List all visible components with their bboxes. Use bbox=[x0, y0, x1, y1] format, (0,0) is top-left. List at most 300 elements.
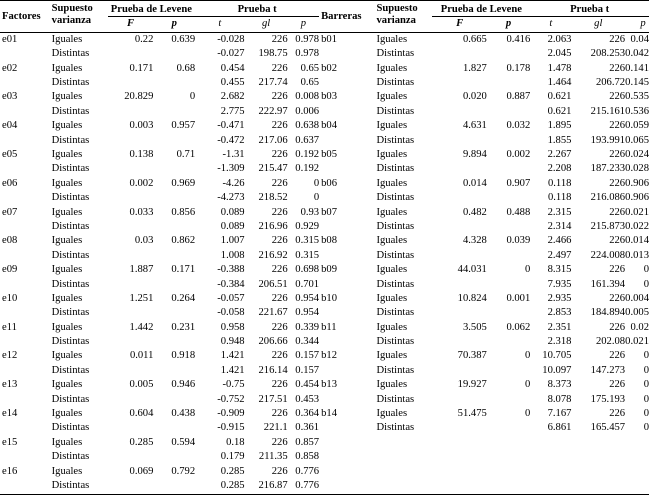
t-p-value: 0 bbox=[643, 264, 649, 276]
factor-code: e14 bbox=[2, 408, 18, 420]
levene-p: 0 bbox=[524, 379, 531, 391]
barrera-code bbox=[319, 249, 370, 263]
empty-cell bbox=[370, 479, 432, 494]
levene-F: 0.22 bbox=[134, 33, 154, 45]
levene-F: 0.014 bbox=[462, 177, 487, 189]
varianza-label: Distintas bbox=[376, 48, 415, 60]
gl-value: 226 bbox=[609, 321, 626, 333]
empty-cell bbox=[432, 479, 486, 494]
gl-value: 226 bbox=[271, 264, 288, 276]
t-p-value: 0.005 bbox=[625, 307, 649, 319]
gl-value: 226 bbox=[609, 91, 626, 103]
varianza-label: Iguales bbox=[51, 436, 83, 448]
t-p-value: 0.536 bbox=[625, 105, 649, 117]
gl-value: 221.67 bbox=[258, 307, 288, 319]
factor-code bbox=[0, 249, 46, 263]
t-p-value: 0.042 bbox=[625, 48, 649, 60]
table-row bbox=[0, 378, 649, 392]
t-p-value: 0 bbox=[643, 393, 649, 405]
factor-code: e06 bbox=[2, 177, 18, 189]
table-body bbox=[0, 33, 649, 495]
varianza-label: Iguales bbox=[376, 264, 408, 276]
varianza-label: Distintas bbox=[51, 307, 90, 319]
varianza-label: Iguales bbox=[51, 91, 83, 103]
barrera-code bbox=[319, 306, 370, 320]
factor-code bbox=[0, 335, 46, 349]
t-p-value: 0.906 bbox=[625, 177, 649, 189]
empty-cell bbox=[432, 436, 486, 450]
header-gl-right: gl bbox=[571, 17, 625, 33]
levene-p bbox=[487, 76, 530, 90]
t-value: 8.373 bbox=[547, 379, 572, 391]
varianza-label: Iguales bbox=[376, 91, 408, 103]
factor-code: e05 bbox=[2, 149, 18, 161]
levene-F bbox=[108, 422, 154, 436]
gl-value: 217.06 bbox=[258, 134, 288, 146]
barrera-code: b11 bbox=[321, 321, 337, 333]
t-p-value: 0.315 bbox=[295, 249, 320, 261]
factor-code: e07 bbox=[2, 206, 18, 218]
table-row bbox=[0, 393, 649, 407]
t-p-value: 0.361 bbox=[295, 422, 320, 434]
t-value: 1.855 bbox=[547, 134, 572, 146]
levene-p bbox=[153, 422, 195, 436]
table-row bbox=[0, 321, 649, 335]
t-p-value: 0.014 bbox=[625, 235, 649, 247]
t-p-value: 0.65 bbox=[300, 77, 320, 89]
t-p-value: 0.454 bbox=[295, 379, 320, 391]
empty-cell bbox=[319, 436, 370, 450]
varianza-label: Iguales bbox=[376, 379, 408, 391]
levene-F: 0.138 bbox=[129, 149, 154, 161]
levene-p: 0.171 bbox=[171, 264, 196, 276]
factor-code bbox=[0, 306, 46, 320]
gl-value: 211.35 bbox=[258, 451, 288, 463]
gl-value: 202.08 bbox=[595, 336, 626, 348]
varianza-label: Iguales bbox=[51, 149, 83, 161]
factor-code: e12 bbox=[2, 350, 18, 362]
levene-F bbox=[108, 134, 154, 148]
levene-p: 0.264 bbox=[171, 292, 196, 304]
t-value: -0.384 bbox=[217, 278, 245, 290]
factor-code bbox=[0, 364, 46, 378]
table-row bbox=[0, 249, 649, 263]
empty-cell bbox=[530, 450, 571, 464]
header-t-left: t bbox=[195, 17, 244, 33]
header-gl-left: gl bbox=[245, 17, 288, 33]
t-value: 2.063 bbox=[547, 33, 572, 45]
t-p-value: 0.929 bbox=[295, 220, 320, 232]
levene-F: 1.251 bbox=[129, 292, 154, 304]
levene-F bbox=[108, 220, 154, 234]
levene-p: 0.907 bbox=[506, 177, 531, 189]
factor-code bbox=[0, 134, 46, 148]
t-p-value: 0 bbox=[643, 364, 649, 376]
levene-F: 0.171 bbox=[129, 62, 154, 74]
varianza-label: Distintas bbox=[376, 77, 415, 89]
t-value: 0.455 bbox=[220, 77, 245, 89]
levene-p: 0.231 bbox=[171, 321, 196, 333]
t-value: 8.315 bbox=[547, 264, 572, 276]
levene-p bbox=[153, 134, 195, 148]
empty-cell bbox=[530, 436, 571, 450]
levene-F bbox=[432, 393, 486, 407]
varianza-label: Iguales bbox=[51, 408, 83, 420]
gl-value: 226 bbox=[609, 350, 626, 362]
table-row bbox=[0, 148, 649, 162]
gl-value: 226 bbox=[609, 62, 626, 74]
empty-cell bbox=[487, 465, 530, 479]
t-p-value: 0.02 bbox=[630, 321, 649, 333]
gl-value: 217.51 bbox=[258, 393, 288, 405]
levene-F bbox=[432, 76, 486, 90]
varianza-label: Distintas bbox=[51, 336, 90, 348]
t-value: 2.351 bbox=[547, 321, 572, 333]
varianza-label: Distintas bbox=[51, 220, 90, 232]
levene-F bbox=[432, 191, 486, 205]
t-value: 1.421 bbox=[220, 350, 245, 362]
t-p-value: 0.453 bbox=[295, 393, 320, 405]
barrera-code: b10 bbox=[321, 292, 337, 304]
barrera-code bbox=[319, 335, 370, 349]
empty-cell bbox=[625, 436, 649, 450]
levene-p: 0.032 bbox=[506, 120, 531, 132]
t-p-value: 0.65 bbox=[300, 62, 320, 74]
factor-code bbox=[0, 278, 46, 292]
empty-cell bbox=[487, 479, 530, 494]
t-value: -0.057 bbox=[217, 292, 245, 304]
t-value: -4.26 bbox=[222, 177, 245, 189]
levene-F: 0.03 bbox=[134, 235, 154, 247]
t-p-value: 0 bbox=[643, 422, 649, 434]
gl-value: 226 bbox=[271, 235, 288, 247]
table-row bbox=[0, 206, 649, 220]
t-p-value: 0.344 bbox=[295, 336, 320, 348]
t-value: 2.682 bbox=[220, 91, 245, 103]
levene-p bbox=[487, 163, 530, 177]
t-p-value: 0.978 bbox=[295, 48, 320, 60]
table-row bbox=[0, 263, 649, 277]
barrera-code bbox=[319, 364, 370, 378]
varianza-label: Iguales bbox=[51, 177, 83, 189]
varianza-label: Iguales bbox=[51, 379, 83, 391]
levene-p: 0 bbox=[524, 264, 531, 276]
varianza-label: Distintas bbox=[376, 220, 415, 232]
barrera-code: b07 bbox=[321, 206, 337, 218]
levene-p bbox=[487, 105, 530, 119]
t-value: 1.895 bbox=[547, 120, 572, 132]
levene-p bbox=[153, 450, 195, 464]
varianza-label: Iguales bbox=[51, 321, 83, 333]
header-supuesto-line1: Supuesto bbox=[51, 3, 93, 14]
levene-F bbox=[432, 47, 486, 61]
levene-p: 0.887 bbox=[506, 91, 531, 103]
gl-value: 226 bbox=[609, 149, 626, 161]
gl-value: 161.394 bbox=[590, 278, 626, 290]
table-row bbox=[0, 33, 649, 48]
header-supuesto-r-line1: Supuesto bbox=[376, 3, 418, 14]
table-row bbox=[0, 62, 649, 76]
t-p-value: 0.192 bbox=[295, 163, 320, 175]
empty-cell bbox=[625, 479, 649, 494]
levene-p bbox=[153, 249, 195, 263]
levene-F: 10.824 bbox=[457, 292, 487, 304]
gl-value: 187.233 bbox=[590, 163, 626, 175]
levene-p bbox=[153, 393, 195, 407]
gl-value: 193.991 bbox=[590, 134, 626, 146]
empty-cell bbox=[625, 450, 649, 464]
table-row bbox=[0, 350, 649, 364]
t-p-value: 0.028 bbox=[625, 163, 649, 175]
barrera-code: b14 bbox=[321, 408, 337, 420]
varianza-label: Distintas bbox=[376, 364, 415, 376]
t-p-value: 0.698 bbox=[295, 264, 320, 276]
t-value: 1.421 bbox=[220, 364, 245, 376]
varianza-label: Iguales bbox=[376, 408, 408, 420]
barrera-code bbox=[319, 105, 370, 119]
levene-F: 0.011 bbox=[129, 350, 154, 362]
gl-value: 221.1 bbox=[263, 422, 288, 434]
varianza-label: Distintas bbox=[376, 336, 415, 348]
varianza-label: Distintas bbox=[376, 422, 415, 434]
levene-F bbox=[108, 479, 154, 494]
gl-value: 215.47 bbox=[258, 163, 288, 175]
header-supuesto-left bbox=[46, 1, 108, 33]
varianza-label: Distintas bbox=[51, 77, 90, 89]
t-value: 8.078 bbox=[547, 393, 572, 405]
varianza-label: Distintas bbox=[51, 192, 90, 204]
barrera-code bbox=[319, 191, 370, 205]
t-p-value: 0.906 bbox=[625, 192, 649, 204]
t-value: 2.208 bbox=[547, 163, 572, 175]
t-p-value: 0.857 bbox=[295, 436, 320, 448]
table-row bbox=[0, 306, 649, 320]
levene-F: 70.387 bbox=[457, 350, 487, 362]
t-value: 0.948 bbox=[220, 336, 245, 348]
levene-p: 0 bbox=[189, 91, 196, 103]
levene-F bbox=[108, 335, 154, 349]
gl-value: 226 bbox=[609, 235, 626, 247]
levene-F bbox=[108, 105, 154, 119]
barrera-code: b09 bbox=[321, 264, 337, 276]
varianza-label: Iguales bbox=[51, 465, 83, 477]
gl-value: 226 bbox=[609, 264, 626, 276]
t-p-value: 0.157 bbox=[295, 350, 320, 362]
factor-code bbox=[0, 163, 46, 177]
varianza-label: Distintas bbox=[51, 48, 90, 60]
levene-p: 0.918 bbox=[171, 350, 196, 362]
empty-cell bbox=[432, 450, 486, 464]
levene-p bbox=[487, 134, 530, 148]
table-row bbox=[0, 220, 649, 234]
t-value: 2.466 bbox=[547, 235, 572, 247]
gl-value: 217.74 bbox=[258, 77, 288, 89]
t-p-value: 0.776 bbox=[295, 465, 320, 477]
gl-value: 226 bbox=[271, 292, 288, 304]
t-value: 1.008 bbox=[220, 249, 245, 261]
t-p-value: 0.065 bbox=[625, 134, 649, 146]
gl-value: 226 bbox=[271, 33, 288, 45]
t-value: -1.309 bbox=[217, 163, 245, 175]
gl-value: 206.72 bbox=[595, 77, 626, 89]
header-p-left: p bbox=[153, 17, 195, 33]
t-p-value: 0.141 bbox=[625, 62, 649, 74]
levene-p: 0.416 bbox=[506, 33, 531, 45]
t-p-value: 0.006 bbox=[295, 105, 320, 117]
barrera-code bbox=[319, 76, 370, 90]
header-prueba-t-left bbox=[195, 1, 319, 17]
levene-F bbox=[432, 364, 486, 378]
varianza-label: Distintas bbox=[376, 163, 415, 175]
empty-cell bbox=[487, 436, 530, 450]
levene-F: 0.002 bbox=[129, 177, 154, 189]
table-row bbox=[0, 278, 649, 292]
t-p-value: 0.022 bbox=[625, 220, 649, 232]
table-row bbox=[0, 91, 649, 105]
levene-p: 0.001 bbox=[506, 292, 531, 304]
gl-value: 226 bbox=[271, 120, 288, 132]
varianza-label: Distintas bbox=[376, 192, 415, 204]
varianza-label: Distintas bbox=[376, 134, 415, 146]
t-p-value: 0.637 bbox=[295, 134, 320, 146]
t-value: 0.089 bbox=[220, 220, 245, 232]
t-p-value: 0.954 bbox=[295, 292, 320, 304]
t-p-value: 0.192 bbox=[295, 149, 320, 161]
t-p-value: 0.858 bbox=[295, 451, 320, 463]
barrera-code bbox=[319, 163, 370, 177]
varianza-label: Distintas bbox=[51, 163, 90, 175]
levene-F: 0.604 bbox=[129, 408, 154, 420]
table-row bbox=[0, 163, 649, 177]
levene-p: 0 bbox=[524, 408, 531, 420]
gl-value: 226 bbox=[271, 62, 288, 74]
gl-value: 226 bbox=[609, 206, 626, 218]
gl-value: 226 bbox=[609, 408, 626, 420]
levene-F: 1.827 bbox=[462, 62, 487, 74]
gl-value: 198.75 bbox=[258, 48, 288, 60]
factor-code bbox=[0, 393, 46, 407]
gl-value: 226 bbox=[271, 91, 288, 103]
t-value: 2.775 bbox=[220, 105, 245, 117]
header-barreras: Barreras bbox=[319, 1, 370, 33]
barrera-code: b03 bbox=[321, 91, 337, 103]
gl-value: 184.894 bbox=[590, 307, 626, 319]
levene-F: 1.887 bbox=[129, 264, 154, 276]
t-p-value: 0 bbox=[643, 379, 649, 391]
factor-code bbox=[0, 47, 46, 61]
levene-F bbox=[108, 278, 154, 292]
levene-F bbox=[432, 134, 486, 148]
levene-p: 0.594 bbox=[171, 436, 196, 448]
levene-p bbox=[487, 335, 530, 349]
gl-value: 226 bbox=[271, 149, 288, 161]
empty-cell bbox=[571, 479, 625, 494]
levene-F: 0.482 bbox=[462, 206, 487, 218]
levene-F bbox=[108, 450, 154, 464]
varianza-label: Iguales bbox=[51, 62, 83, 74]
t-p-value: 0.021 bbox=[625, 336, 649, 348]
levene-p: 0.71 bbox=[176, 149, 196, 161]
varianza-label: Iguales bbox=[51, 350, 83, 362]
gl-value: 216.086 bbox=[590, 192, 626, 204]
header-pt-left: p bbox=[288, 17, 319, 33]
t-value: 0.958 bbox=[220, 321, 245, 333]
t-value: 2.497 bbox=[547, 249, 572, 261]
t-value: 0.18 bbox=[226, 436, 245, 448]
t-value: 0.454 bbox=[220, 62, 245, 74]
table-row bbox=[0, 479, 649, 494]
t-p-value: 0 bbox=[313, 192, 320, 204]
levene-F bbox=[432, 105, 486, 119]
levene-p bbox=[487, 393, 530, 407]
barrera-code bbox=[319, 134, 370, 148]
table-row bbox=[0, 119, 649, 133]
table-row bbox=[0, 134, 649, 148]
t-p-value: 0.021 bbox=[625, 206, 649, 218]
t-value: -1.31 bbox=[222, 149, 245, 161]
barrera-code: b05 bbox=[321, 149, 337, 161]
header-F-right: F bbox=[432, 17, 486, 33]
t-value: -0.388 bbox=[217, 264, 245, 276]
t-value: -0.752 bbox=[217, 393, 245, 405]
levene-F bbox=[432, 163, 486, 177]
barrera-code: b02 bbox=[321, 62, 337, 74]
levene-F: 0.285 bbox=[129, 436, 154, 448]
header-levene-left: Prueba de Levene bbox=[108, 1, 196, 17]
gl-value: 226 bbox=[271, 350, 288, 362]
levene-F: 44.031 bbox=[457, 264, 487, 276]
t-value: -0.471 bbox=[217, 120, 245, 132]
header-factores: Factores bbox=[0, 1, 46, 33]
varianza-label: Iguales bbox=[376, 33, 408, 45]
t-value: 6.861 bbox=[547, 422, 572, 434]
varianza-label: Distintas bbox=[51, 451, 90, 463]
t-p-value: 0 bbox=[643, 278, 649, 290]
gl-value: 226 bbox=[609, 177, 626, 189]
levene-p: 0.68 bbox=[176, 62, 196, 74]
t-value: -0.915 bbox=[217, 422, 245, 434]
t-p-value: 0.978 bbox=[295, 33, 320, 45]
factor-code: e02 bbox=[2, 62, 18, 74]
factor-code: e08 bbox=[2, 235, 18, 247]
empty-cell bbox=[370, 450, 432, 464]
factor-code bbox=[0, 422, 46, 436]
t-p-value: 0.776 bbox=[295, 480, 320, 491]
factor-code: e15 bbox=[2, 436, 18, 448]
varianza-label: Iguales bbox=[376, 235, 408, 247]
gl-value: 206.51 bbox=[258, 278, 288, 290]
table-row bbox=[0, 105, 649, 119]
header-F-left: F bbox=[108, 17, 154, 33]
empty-cell bbox=[530, 465, 571, 479]
varianza-label: Distintas bbox=[51, 364, 90, 376]
gl-value: 226 bbox=[609, 292, 626, 304]
header-prueba-t-right-text: Prueba t bbox=[570, 4, 610, 16]
barrera-code: b12 bbox=[321, 350, 337, 362]
varianza-label: Distintas bbox=[51, 105, 90, 117]
levene-p bbox=[487, 278, 530, 292]
factor-code bbox=[0, 479, 46, 494]
t-value: -0.909 bbox=[217, 408, 245, 420]
table-row bbox=[0, 436, 649, 450]
t-value: -4.273 bbox=[217, 192, 245, 204]
levene-p: 0.862 bbox=[171, 235, 196, 247]
t-value: 0.118 bbox=[547, 177, 572, 189]
varianza-label: Distintas bbox=[51, 134, 90, 146]
varianza-label: Distintas bbox=[376, 249, 415, 261]
t-value: -0.058 bbox=[217, 307, 245, 319]
varianza-label: Iguales bbox=[376, 149, 408, 161]
